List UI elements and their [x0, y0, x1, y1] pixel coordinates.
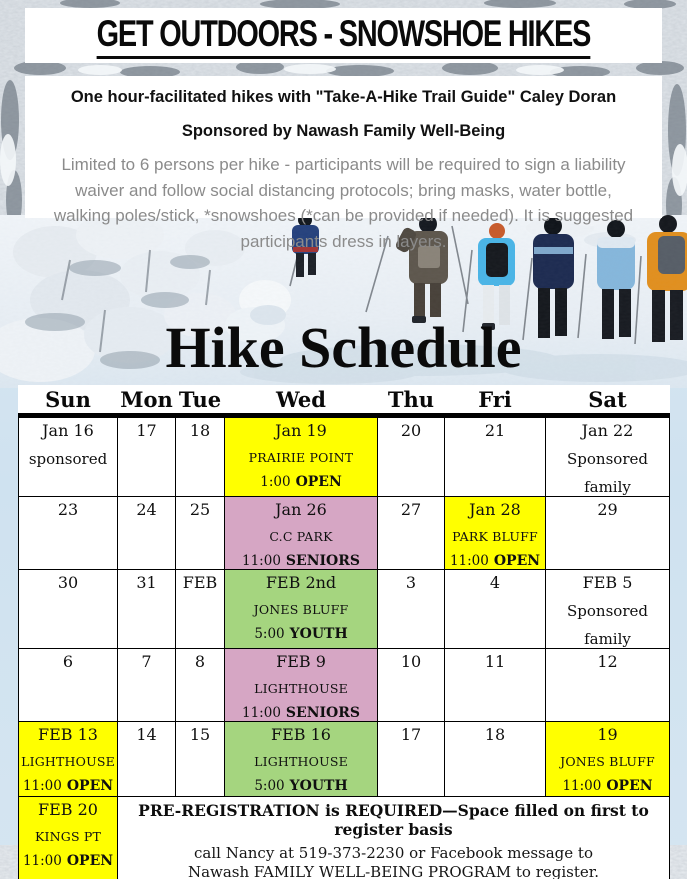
calendar-day-cell	[176, 570, 225, 649]
cell-time-value: 5:00	[254, 626, 285, 642]
calendar-row	[19, 570, 670, 649]
calendar-day-cell	[378, 722, 445, 797]
cell-date: 11	[484, 652, 506, 671]
cell-time-category	[546, 778, 669, 794]
cell-time-category	[225, 474, 377, 490]
title-banner	[25, 8, 662, 63]
cell-venue: LIGHTHOUSE	[254, 681, 348, 696]
calendar-day-cell	[176, 722, 225, 797]
cell-venue: JONES BLUFF	[253, 602, 349, 617]
cell-date: 21	[484, 421, 506, 440]
cell-time-category	[225, 778, 377, 794]
info-sponsor: Sponsored by Nawash Family Well-Being	[181, 122, 506, 140]
calendar-day-cell	[19, 416, 118, 497]
calendar-day-cell	[176, 416, 225, 497]
calendar-day-cell	[445, 649, 546, 722]
cell-date: Jan 28	[469, 500, 521, 519]
cell-venue: PARK BLUFF	[452, 529, 538, 544]
cell-time-category	[225, 626, 377, 642]
cell-time-value: 11:00	[22, 778, 62, 794]
cell-time-value: 1:00	[260, 474, 291, 490]
cell-venue: JONES BLUFF	[560, 754, 655, 769]
cell-time-category	[225, 553, 377, 569]
cell-time-category	[19, 778, 117, 794]
cell-category: OPEN	[606, 778, 653, 794]
cell-time-category	[225, 705, 377, 721]
cell-note: family	[584, 630, 631, 648]
cell-venue: KINGS PT	[34, 829, 102, 844]
day-header-thu: Thu	[378, 385, 445, 416]
cell-date: FEB 16	[271, 725, 331, 744]
cell-date: FEB 20	[38, 800, 98, 819]
cell-time-value: 11:00	[242, 705, 281, 721]
cell-date: Jan 19	[275, 421, 327, 440]
day-header-wed: Wed	[225, 385, 378, 416]
cell-date: 19	[597, 725, 618, 744]
schedule-title: Hike Schedule	[165, 315, 522, 380]
cell-date: 6	[62, 652, 74, 671]
cell-note: sponsored	[28, 450, 108, 468]
calendar-day-cell	[118, 570, 176, 649]
cell-venue: LIGHTHOUSE	[21, 754, 115, 769]
cell-time-value: 5:00	[254, 778, 285, 794]
cell-date: 18	[484, 725, 506, 744]
registration-cell	[118, 797, 670, 879]
cell-date: 12	[597, 652, 618, 671]
cell-date: 18	[189, 421, 211, 440]
cell-date: 20	[400, 421, 422, 440]
cell-date: 17	[136, 421, 157, 440]
calendar-event-cell	[225, 722, 378, 797]
cell-time-category	[445, 553, 545, 569]
hike-schedule-table	[18, 385, 670, 879]
registration-headline: PRE-REGISTRATION is REQUIRED—Space filled on first to register basis	[138, 801, 649, 839]
cell-date: 7	[141, 652, 152, 671]
day-header-sun: Sun	[19, 385, 118, 416]
cell-time-category	[19, 853, 117, 869]
cell-date: 17	[400, 725, 422, 744]
day-header-tue: Tue	[176, 385, 225, 416]
cell-date: 3	[405, 573, 417, 592]
calendar-day-cell	[546, 416, 670, 497]
calendar-day-cell	[546, 497, 670, 570]
cell-category: OPEN	[66, 853, 114, 869]
calendar-event-cell	[19, 722, 118, 797]
calendar-event-cell	[225, 649, 378, 722]
cell-time-value: 11:00	[449, 553, 489, 569]
calendar-day-cell	[118, 497, 176, 570]
registration-contact-line2: Nawash FAMILY WELL-BEING PROGRAM to register.	[187, 863, 600, 879]
calendar-day-cell	[546, 649, 670, 722]
cell-venue: C.C PARK	[269, 529, 333, 544]
calendar-event-cell	[225, 497, 378, 570]
calendar-day-cell	[378, 570, 445, 649]
cell-date: Jan 16	[42, 421, 94, 440]
cell-date: Jan 26	[275, 500, 327, 519]
cell-note: Sponsored	[567, 602, 648, 620]
cell-date: FEB	[182, 573, 218, 592]
cell-date: 24	[136, 500, 157, 519]
cell-category: SENIORS	[285, 553, 360, 569]
info-details: Limited to 6 persons per hike - participants will be required to sign a liability waiver and follow social distancing protocols; bring masks, water bottle, walking poles/stick, *snowshoes (*can be provided if needed). It is suggested participants dress in layers.	[53, 155, 634, 251]
calendar-row	[19, 649, 670, 722]
calendar-day-cell	[546, 570, 670, 649]
cell-date: 23	[57, 500, 79, 519]
cell-date: 15	[189, 725, 211, 744]
day-header-fri: Fri	[445, 385, 546, 416]
cell-note: family	[584, 478, 631, 496]
cell-date: 30	[57, 573, 79, 592]
cell-date: 27	[400, 500, 422, 519]
cell-date: FEB 9	[276, 652, 326, 671]
cell-category: YOUTH	[289, 778, 348, 794]
calendar-day-cell	[118, 722, 176, 797]
calendar-row	[19, 797, 670, 879]
calendar-day-cell	[118, 416, 176, 497]
cell-date: FEB 13	[38, 725, 98, 744]
cell-date: FEB 5	[582, 573, 633, 592]
calendar-event-cell	[445, 497, 546, 570]
calendar-day-cell	[19, 649, 118, 722]
calendar-event-cell	[225, 416, 378, 497]
calendar-event-cell	[225, 570, 378, 649]
cell-date: Jan 22	[581, 421, 634, 440]
calendar-day-cell	[445, 570, 546, 649]
calendar-day-cell	[445, 416, 546, 497]
day-header-mon: Mon	[118, 385, 176, 416]
cell-date: 8	[194, 652, 206, 671]
cell-category: OPEN	[295, 474, 342, 490]
cell-date: 31	[136, 573, 157, 592]
cell-venue: PRAIRIE POINT	[248, 450, 354, 465]
registration-contact-line1: call Nancy at 519-373-2230 or Facebook message to	[193, 844, 593, 862]
calendar-day-cell	[19, 570, 118, 649]
calendar-event-cell	[19, 797, 118, 879]
cell-category: SENIORS	[285, 705, 360, 721]
cell-date: 4	[489, 573, 501, 592]
calendar-day-cell	[118, 649, 176, 722]
calendar-day-cell	[378, 416, 445, 497]
cell-time-value: 11:00	[22, 853, 62, 869]
calendar-row	[19, 722, 670, 797]
day-header-sat: Sat	[546, 385, 670, 416]
calendar-day-cell	[19, 497, 118, 570]
day-header-row	[19, 385, 670, 416]
cell-time-value: 11:00	[242, 553, 281, 569]
cell-date: 14	[136, 725, 157, 744]
cell-date: 25	[189, 500, 211, 519]
info-subtitle: One hour-facilitated hikes with "Take-A-Hike Trail Guide" Caley Doran	[70, 88, 617, 106]
calendar-day-cell	[378, 497, 445, 570]
calendar-day-cell	[445, 722, 546, 797]
calendar-day-cell	[176, 649, 225, 722]
cell-date: 10	[400, 652, 422, 671]
cell-time-value: 11:00	[562, 778, 602, 794]
calendar-day-cell	[378, 649, 445, 722]
cell-category: OPEN	[66, 778, 114, 794]
cell-date: FEB 2nd	[265, 573, 337, 592]
calendar-event-cell	[546, 722, 670, 797]
cell-date: 29	[597, 500, 618, 519]
calendar-day-cell	[176, 497, 225, 570]
calendar-row	[19, 416, 670, 497]
page-title: GET OUTDOORS - SNOWSHOE HIKES	[97, 13, 591, 59]
cell-venue: LIGHTHOUSE	[254, 754, 348, 769]
cell-note: Sponsored	[567, 450, 648, 468]
cell-category: OPEN	[493, 553, 541, 569]
cell-category: YOUTH	[289, 626, 348, 642]
info-box	[25, 76, 662, 251]
calendar-row	[19, 497, 670, 570]
